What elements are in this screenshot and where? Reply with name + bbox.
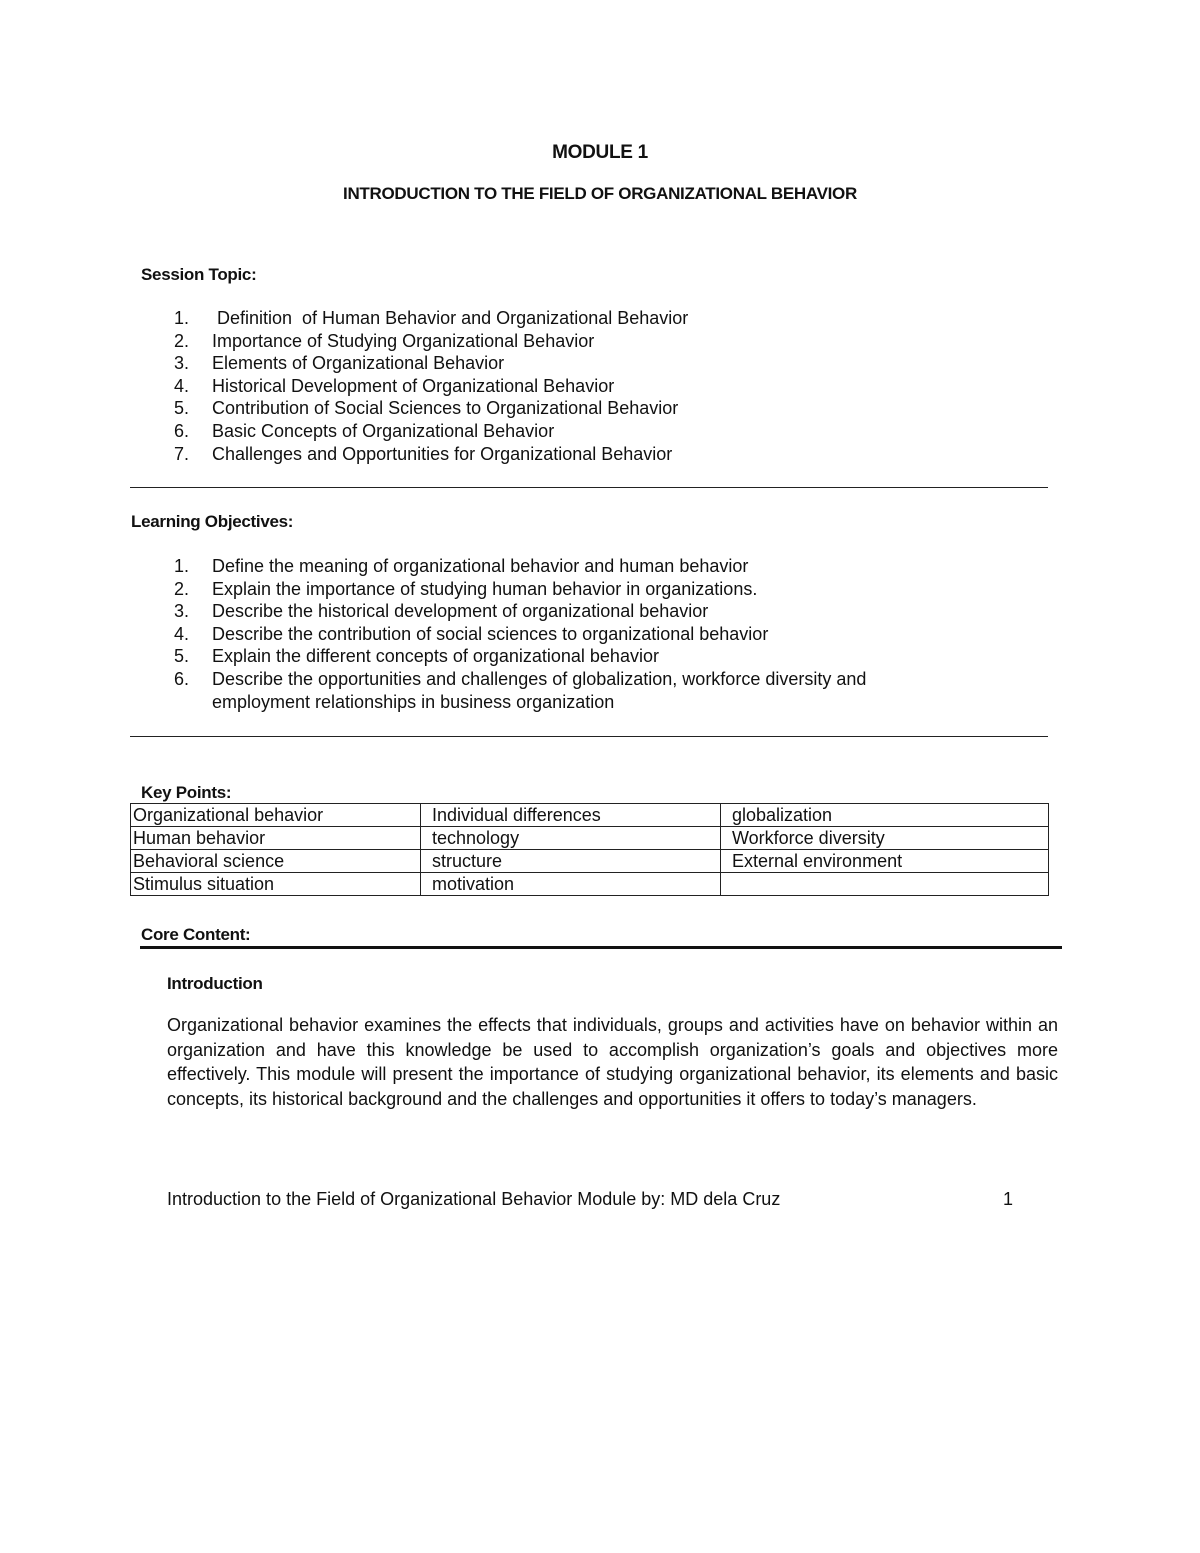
list-item: 5. Contribution of Social Sciences to Organizational Behavior [174, 398, 679, 419]
table-cell: Organizational behavior [131, 804, 421, 827]
table-cell: External environment [721, 850, 1049, 873]
table-cell [721, 873, 1049, 896]
table-cell: Individual differences [421, 804, 721, 827]
module-label: MODULE 1 [552, 142, 648, 163]
table-row [131, 850, 1049, 873]
section-divider [130, 487, 1048, 488]
page-number: 1 [1003, 1189, 1014, 1209]
learning-objectives-list [174, 555, 954, 713]
list-item: 4. Historical Development of Organizational Behavior [174, 375, 615, 396]
list-item: 6. Basic Concepts of Organizational Behavior [174, 420, 555, 441]
core-content-heading: Core Content: [141, 925, 251, 944]
table-cell: Workforce diversity [721, 827, 1049, 850]
list-item: 4. Describe the contribution of social sciences to organizational behavior [174, 623, 769, 644]
table-cell: globalization [721, 804, 1049, 827]
list-item: 2. Importance of Studying Organizational Behavior [174, 330, 595, 351]
table-row [131, 873, 1049, 896]
session-topic-heading: Session Topic: [141, 265, 257, 284]
list-item: 1. Define the meaning of organizational behavior and human behavior [174, 556, 749, 576]
table-cell: structure [421, 850, 721, 873]
list-item: 5. Explain the different concepts of organizational behavior [174, 646, 659, 667]
table-cell: Behavioral science [131, 850, 421, 873]
table-cell: Human behavior [131, 827, 421, 850]
introduction-heading: Introduction [167, 974, 263, 993]
section-divider [130, 736, 1048, 737]
list-item: 1. Definition of Human Behavior and Organizational Behavior [174, 308, 689, 328]
table-cell: Stimulus situation [131, 873, 421, 896]
core-content-divider [140, 946, 1062, 949]
table-row [131, 804, 1049, 827]
list-item: 3. Describe the historical development of organizational behavior [174, 601, 709, 622]
introduction-paragraph: Organizational behavior examines the effects that individuals, groups and activities have on behavior within an organization and have this knowledge be used to accomplish organization’s goals and objectives more effectively. This module will present the importance of studying organizational behavior, its elements and basic concepts, its historical background and the challenges and opportunities it offers to today’s managers. [167, 1015, 1058, 1109]
module-title: INTRODUCTION TO THE FIELD OF ORGANIZATIONAL BEHAVIOR [343, 184, 857, 203]
list-item: 2. Explain the importance of studying human behavior in organizations. [174, 578, 758, 599]
list-item: 3. Elements of Organizational Behavior [174, 353, 505, 374]
list-item: 7. Challenges and Opportunities for Organizational Behavior [174, 443, 673, 464]
footer-text: Introduction to the Field of Organizational Behavior Module by: MD dela Cruz [167, 1189, 781, 1209]
session-topic-list [174, 307, 1054, 465]
list-item: 6. Describe the opportunities and challenges of globalization, workforce diversity and employment relationships in business organization [174, 668, 867, 712]
learning-objectives-heading: Learning Objectives: [131, 512, 294, 531]
table-cell: technology [421, 827, 721, 850]
table-cell: motivation [421, 873, 721, 896]
key-points-heading: Key Points: [141, 783, 232, 802]
key-points-table [130, 803, 1049, 896]
table-row [131, 827, 1049, 850]
